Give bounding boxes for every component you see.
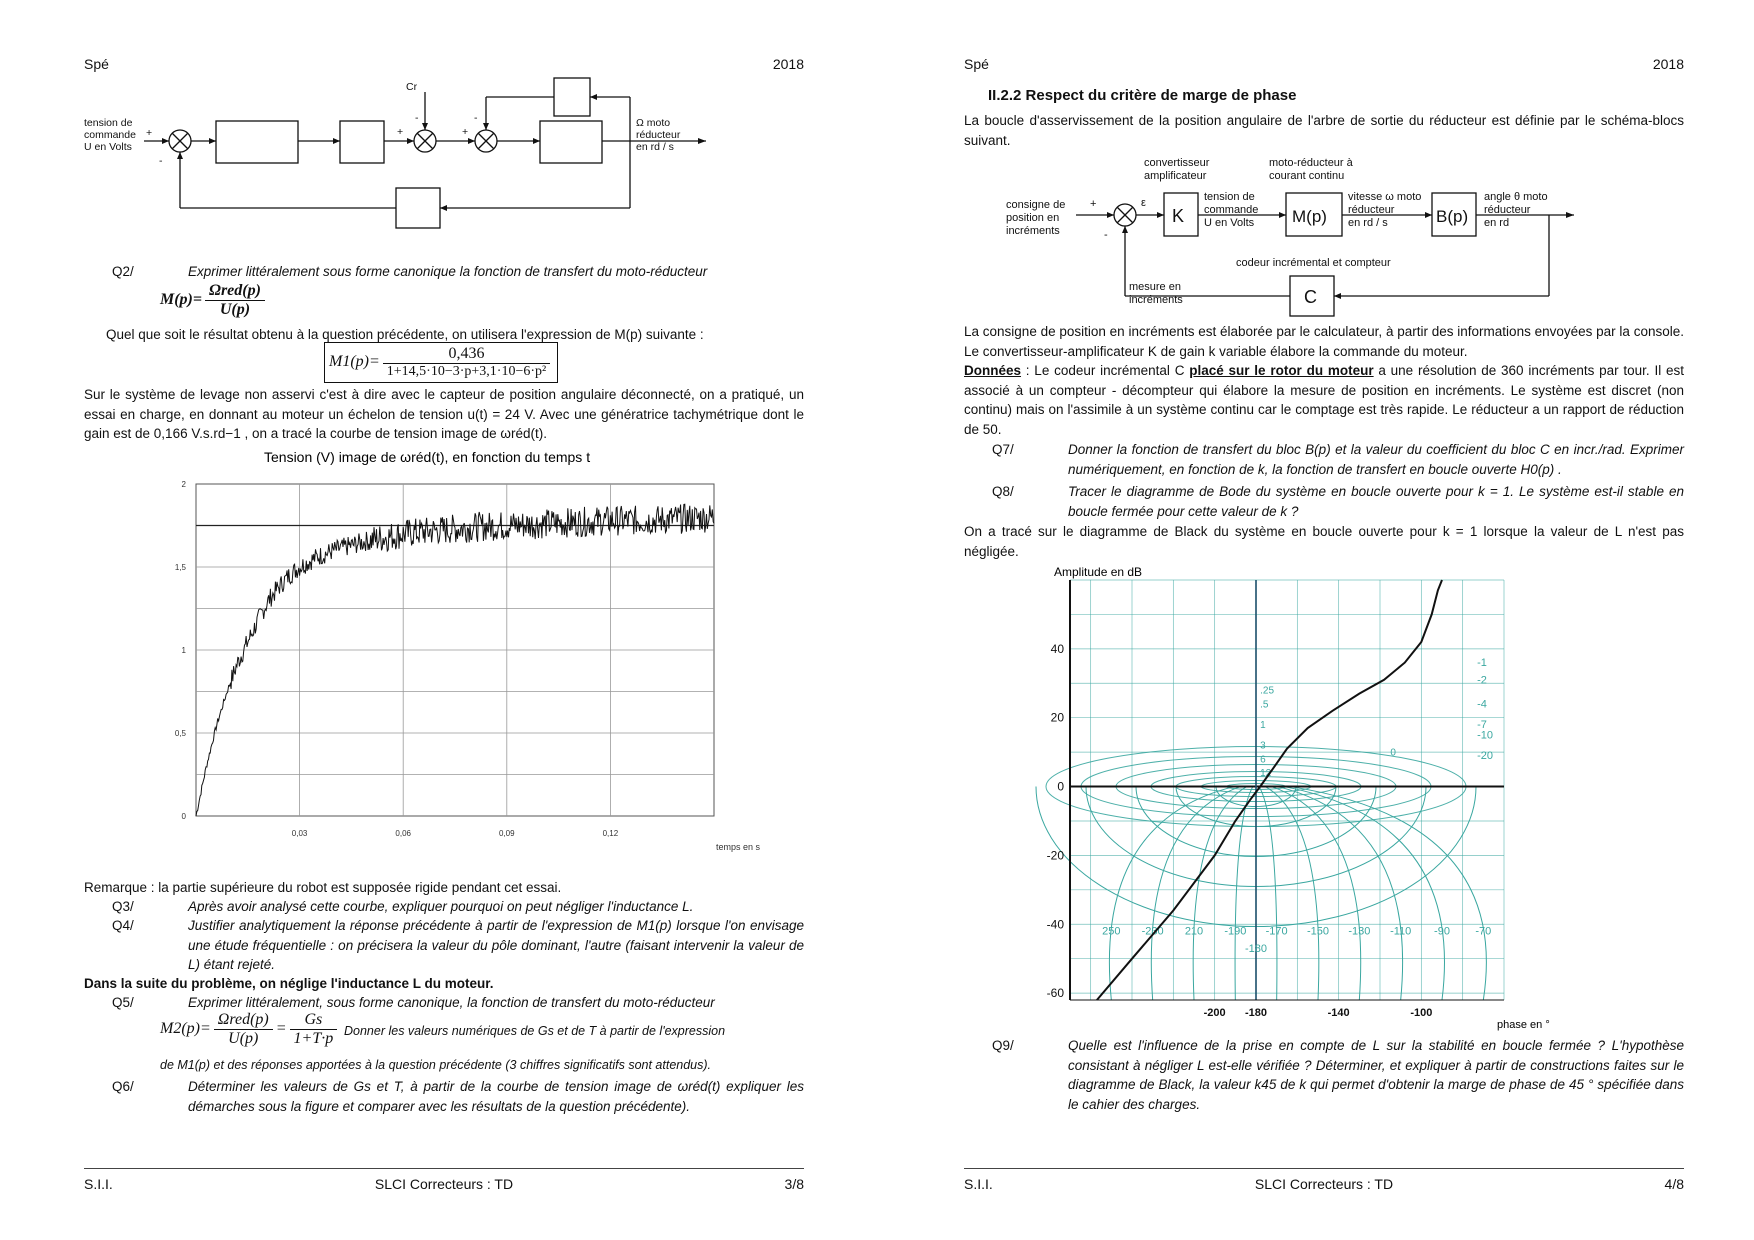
footer-left: S.I.I. bbox=[84, 1176, 113, 1192]
block-3 bbox=[540, 121, 602, 163]
question-number: Q2/ bbox=[112, 264, 134, 279]
nichols-phase-label: 250 bbox=[1102, 925, 1121, 938]
nichols-phase-label: 210 bbox=[1184, 925, 1204, 938]
m1-formula-box bbox=[324, 342, 558, 383]
page-header bbox=[84, 56, 804, 76]
nichols-phase-label: -150 bbox=[1306, 925, 1330, 938]
question-q6 bbox=[112, 1077, 804, 1116]
question-text: Tracer le diagramme de Bode du système en boucle ouverte pour k = 1. Le système est-il stable en boucle fermée pour cette valeur de k ? bbox=[1068, 484, 1684, 519]
formula-lhs: M(p)= bbox=[160, 291, 202, 309]
nichols-gain-label: 3 bbox=[1260, 740, 1266, 752]
question-number: Q4/ bbox=[112, 918, 134, 933]
x-axis-label: phase en ° bbox=[1497, 1019, 1550, 1031]
formula-den: 1+14,5·10−3·p+3,1·10−6·p² bbox=[386, 364, 547, 379]
question-text: Donner la fonction de transfert du bloc B(p) et la valeur du coefficient du bloc C en incr./rad. Exprimer numériquement, en fonction de k, la fonction de transfert en boucle ouverte H0(p) . bbox=[1068, 442, 1684, 477]
input-label-2: commande bbox=[84, 129, 136, 141]
nichols-gain-label: 6 bbox=[1260, 754, 1266, 766]
block-c-label: C bbox=[1304, 287, 1317, 307]
minus-sign: - bbox=[159, 155, 163, 167]
formula-num: Gs bbox=[290, 1011, 338, 1030]
question-text: Déterminer les valeurs de Gs et T, à partir de la courbe de tension image de ωréd(t) expliquer les démarches sous la figure et comparer avec les résultats de la question précédente). bbox=[188, 1079, 804, 1114]
tension-chart bbox=[144, 448, 784, 858]
nichols-gain-label: .25 bbox=[1260, 685, 1275, 697]
nichols-phase-label: -110 bbox=[1390, 925, 1412, 938]
question-text: Exprimer littéralement sous forme canonique la fonction de transfert du moto-réducteur bbox=[188, 264, 708, 279]
block-1 bbox=[216, 121, 298, 163]
footer-divider bbox=[84, 1168, 804, 1169]
nichols-loss-label: -4 bbox=[1477, 698, 1487, 711]
block-b-label: B(p) bbox=[1436, 207, 1469, 226]
label-vitesse-3: en rd / s bbox=[1348, 217, 1388, 229]
nichols-phase-curve bbox=[1284, 787, 1445, 1000]
para-donnees bbox=[964, 361, 1684, 439]
black-nichols-chart bbox=[1034, 560, 1594, 1036]
question-q7 bbox=[992, 440, 1684, 479]
label-moto-2: courant continu bbox=[1269, 170, 1345, 182]
page-4 bbox=[964, 0, 1684, 1240]
x-tick-label: -140 bbox=[1327, 1007, 1350, 1019]
header-right: 2018 bbox=[772, 56, 804, 72]
label-vitesse-1: vitesse ω moto bbox=[1348, 191, 1422, 203]
formula-fraction bbox=[383, 345, 550, 380]
output-label-2: réducteur bbox=[636, 129, 681, 141]
intro-m1: Quel que soit le résultat obtenu à la question précédente, on utilisera l'expression de M(p) suivante : bbox=[106, 327, 704, 342]
block-2 bbox=[340, 121, 384, 163]
nichols-phase-label: -230 bbox=[1141, 925, 1164, 938]
formula-fraction bbox=[205, 282, 265, 319]
label-vitesse-2: réducteur bbox=[1348, 204, 1395, 216]
formula-lhs: M2(p)= bbox=[160, 1020, 211, 1038]
remarque: Remarque : la partie supérieure du robot est supposée rigide pendant cet essai. bbox=[84, 880, 562, 895]
formula-den: 1+T·p bbox=[293, 1030, 334, 1047]
nichols-loss-label: -7 bbox=[1477, 719, 1487, 732]
nichols-gain-label: .5 bbox=[1260, 699, 1269, 711]
question-number: Q7/ bbox=[992, 442, 1014, 457]
para-consigne: La consigne de position en incréments est élaborée par le calculateur, à partir des informations envoyées par la console. Le convertisseur-amplificateur K de gain k variable élabore la commande du moteur. bbox=[964, 324, 1684, 359]
plus-sign: + bbox=[1090, 198, 1097, 210]
label-moto-1: moto-réducteur à bbox=[1269, 157, 1353, 169]
nichols-phase-label: -90 bbox=[1434, 925, 1450, 938]
footer-right: 4/8 bbox=[1664, 1176, 1684, 1192]
question-q8 bbox=[992, 482, 1684, 521]
para-black: On a tracé sur le diagramme de Black du système en boucle ouverte pour k = 1 lorsque la valeur de L n'est pas négligée. bbox=[964, 524, 1684, 559]
para-levage: Sur le système de levage non asservi c'est à dire avec le capteur de position angulaire déconnecté, on a pratiqué, un essai en charge, en donnant au moteur un échelon de tension u(t) = 24 V. Avec une génératrice tachymétrique dont le gain est de 0,166 V.s.rd−1 , on a tracé la courbe de tension image de ωréd(t). bbox=[84, 387, 804, 441]
y-axis-label: Amplitude en dB bbox=[1054, 565, 1143, 579]
block-feedback-inner bbox=[554, 78, 590, 116]
y-tick-label: 2 bbox=[181, 480, 186, 489]
nichols-phase-curve bbox=[1259, 787, 1277, 1000]
formula-den: U(p) bbox=[228, 1030, 259, 1047]
question-text: Quelle est l'influence de la prise en compte de L sur la stabilité en boucle fermée ? L'hypothèse consistant à négliger L est-elle vérifiée ? Déterminer, et expliquer à partir de constructions faites sur le diagramme de Black, la valeur k45 de k qui permet d'obtenir la marge de phase de 45 ° spécifiée dans le cahier des charges. bbox=[1068, 1038, 1684, 1112]
q5-text-3: de M1(p) et des réponses apportées à la question précédente (3 chiffres significatifs sont attendus). bbox=[160, 1058, 712, 1072]
nichols-phase-label: -170 bbox=[1265, 925, 1288, 938]
output-label-1: Ω moto bbox=[636, 117, 671, 129]
nichols-phase-label: -190 bbox=[1224, 925, 1247, 938]
header-left: Spé bbox=[84, 56, 109, 72]
nichols-loss-label: -20 bbox=[1477, 750, 1494, 763]
nichols-loss-label: -2 bbox=[1477, 674, 1487, 687]
plus-sign: + bbox=[462, 126, 469, 138]
cr-label: Cr bbox=[406, 81, 418, 93]
label-consigne-3: incréments bbox=[1006, 225, 1060, 237]
position-loop-block-diagram bbox=[1006, 148, 1654, 316]
question-q4 bbox=[112, 916, 804, 975]
formula-num: Ωred(p) bbox=[214, 1011, 273, 1030]
header-right: 2018 bbox=[1652, 56, 1684, 72]
chart-title: Tension (V) image de ωréd(t), en fonction du temps t bbox=[264, 449, 591, 465]
formula-num: 0,436 bbox=[383, 345, 550, 364]
y-tick-label: -20 bbox=[1046, 848, 1064, 863]
nichols-gain-label: 1 bbox=[1260, 720, 1266, 732]
footer-right: 3/8 bbox=[784, 1176, 804, 1192]
nichols-phase-label: -130 bbox=[1348, 925, 1371, 938]
footer-center: SLCI Correcteurs : TD bbox=[374, 1176, 514, 1192]
page-header bbox=[964, 56, 1684, 76]
question-q9 bbox=[992, 1036, 1684, 1114]
question-text: Après avoir analysé cette courbe, expliquer pourquoi on peut négliger l'inductance L. bbox=[188, 899, 694, 914]
question-number: Q8/ bbox=[992, 484, 1014, 499]
y-tick-label: 0 bbox=[1057, 779, 1064, 794]
question-text: Justifier analytiquement la réponse précédente à partir de l'expression de M1(p) lorsque l'on envisage une étude fréquentielle : on précisera la valeur du pôle dominant, l'autre (faisant intervenir la valeur de L) étant rejeté. bbox=[188, 918, 804, 972]
question-q5 bbox=[112, 993, 804, 1013]
header-left: Spé bbox=[964, 56, 989, 72]
x-tick-label: 0,12 bbox=[602, 829, 619, 838]
section-title: II.2.2 Respect du critère de marge de phase bbox=[988, 87, 1297, 104]
footer-center: SLCI Correcteurs : TD bbox=[1254, 1176, 1394, 1192]
series-line bbox=[196, 504, 714, 816]
nichols-loss-label: -10 bbox=[1477, 729, 1494, 742]
nichols-phase-label: -70 bbox=[1475, 925, 1492, 938]
input-label-1: tension de bbox=[84, 117, 133, 129]
label-epsilon: ε bbox=[1141, 197, 1146, 209]
y-tick-label: 1,5 bbox=[174, 563, 186, 572]
nichols-loss-label: -1 bbox=[1477, 657, 1487, 670]
formula-den: U(p) bbox=[219, 301, 251, 318]
question-number: Q3/ bbox=[112, 899, 134, 914]
formula-fraction bbox=[290, 1011, 338, 1048]
label-angle-1: angle θ moto bbox=[1484, 191, 1548, 203]
intro-paragraph: La boucle d'asservissement de la position angulaire de l'arbre de sortie du réducteur est définie par le schéma-blocs suivant. bbox=[964, 113, 1684, 148]
x-tick-label: -200 bbox=[1203, 1007, 1226, 1019]
footer-divider bbox=[964, 1168, 1684, 1169]
nichols-phase-curve bbox=[1272, 787, 1361, 1000]
x-tick-label: -100 bbox=[1410, 1007, 1433, 1019]
question-text: Exprimer littéralement, sous forme canonique, la fonction de transfert du moto-réducteur bbox=[188, 995, 715, 1010]
x-tick-label: 0,06 bbox=[395, 829, 411, 838]
label-conv-1: convertisseur bbox=[1144, 157, 1210, 169]
y-tick-label: -60 bbox=[1046, 986, 1064, 1001]
minus-sign: - bbox=[1104, 229, 1108, 241]
label-conv-2: amplificateur bbox=[1144, 170, 1207, 182]
footer-left: S.I.I. bbox=[964, 1176, 993, 1192]
label-angle-3: en rd bbox=[1484, 217, 1510, 229]
label-tension-3: U en Volts bbox=[1204, 217, 1255, 229]
formula-num: Ωred(p) bbox=[205, 282, 265, 301]
input-label-3: U en Volts bbox=[84, 141, 132, 153]
y-tick-label: 1 bbox=[181, 646, 186, 655]
nichols-phase-curve bbox=[1193, 787, 1247, 1000]
label-mesure-1: mesure en bbox=[1129, 281, 1181, 293]
q2-formula bbox=[160, 282, 268, 319]
y-tick-label: 40 bbox=[1050, 641, 1064, 656]
question-number: Q9/ bbox=[992, 1038, 1014, 1053]
label-tension-1: tension de bbox=[1204, 191, 1255, 203]
donnees-underlined: placé sur le rotor du moteur bbox=[1189, 363, 1374, 378]
question-number: Q5/ bbox=[112, 995, 134, 1010]
nichols-phase-label-180: -180 bbox=[1244, 942, 1268, 955]
moto-reducteur-block-diagram bbox=[84, 78, 804, 228]
donnees-label: Données bbox=[964, 363, 1022, 378]
q5-text-2: Donner les valeurs numériques de Gs et de T à partir de l'expression bbox=[344, 1024, 726, 1038]
formula-fraction bbox=[214, 1011, 273, 1048]
nichols-gain-label: 0 bbox=[1390, 747, 1396, 759]
donnees-text-2: a une résolution de 360 incréments par tour. Il est associé à un compteur - décompteur qui élabore la mesure de position en incréments. Le système est discret (non continu) mais on l'assimile à un système continu car le comptage est très rapide. Le réducteur a un rapport de réduction de 50. bbox=[964, 363, 1684, 437]
output-label-3: en rd / s bbox=[636, 141, 674, 153]
y-tick-label: 0 bbox=[181, 812, 186, 821]
question-q3 bbox=[112, 897, 804, 917]
label-angle-2: réducteur bbox=[1484, 204, 1531, 216]
label-consigne-1: consigne de bbox=[1006, 199, 1066, 211]
minus-sign: - bbox=[415, 112, 419, 124]
donnees-text-1: : Le codeur incrémental C bbox=[1021, 363, 1190, 378]
question-number: Q6/ bbox=[112, 1079, 134, 1094]
block-k-label: K bbox=[1172, 206, 1185, 226]
minus-sign: - bbox=[474, 112, 478, 124]
label-consigne-2: position en bbox=[1006, 212, 1060, 224]
plus-sign: + bbox=[397, 126, 404, 138]
x-axis-label: temps en s bbox=[716, 842, 761, 852]
block-m-label: M(p) bbox=[1292, 207, 1327, 226]
label-codeur: codeur incrémental et compteur bbox=[1236, 257, 1391, 269]
y-tick-label: 0,5 bbox=[174, 729, 186, 738]
block-feedback-outer bbox=[396, 188, 440, 228]
suite-heading: Dans la suite du problème, on néglige l'inductance L du moteur. bbox=[84, 976, 494, 991]
x-tick-label: 0,09 bbox=[499, 829, 515, 838]
q5-formula: M2(p)= $\frac{\text{Ωred(p)}}{U(p)}$ = $\frac{Gs}{1+T\cdot p}$ bbox=[160, 1011, 340, 1048]
page-3 bbox=[84, 0, 804, 1240]
nichols-phase-curve bbox=[1151, 787, 1240, 1000]
plus-sign: + bbox=[146, 127, 153, 139]
nichols-phase-curve bbox=[1265, 787, 1319, 1000]
y-tick-label: -40 bbox=[1046, 917, 1064, 932]
x-tick-label: 0,03 bbox=[291, 829, 308, 838]
formula-lhs: M1(p)= bbox=[329, 353, 380, 371]
label-tension-2: commande bbox=[1204, 204, 1259, 216]
nichols-gain-label: 12 bbox=[1260, 768, 1272, 780]
label-mesure-2: incréments bbox=[1129, 294, 1183, 306]
y-tick-label: 20 bbox=[1050, 710, 1064, 725]
x-tick-label: -180 bbox=[1244, 1007, 1268, 1019]
question-q2 bbox=[112, 262, 804, 282]
